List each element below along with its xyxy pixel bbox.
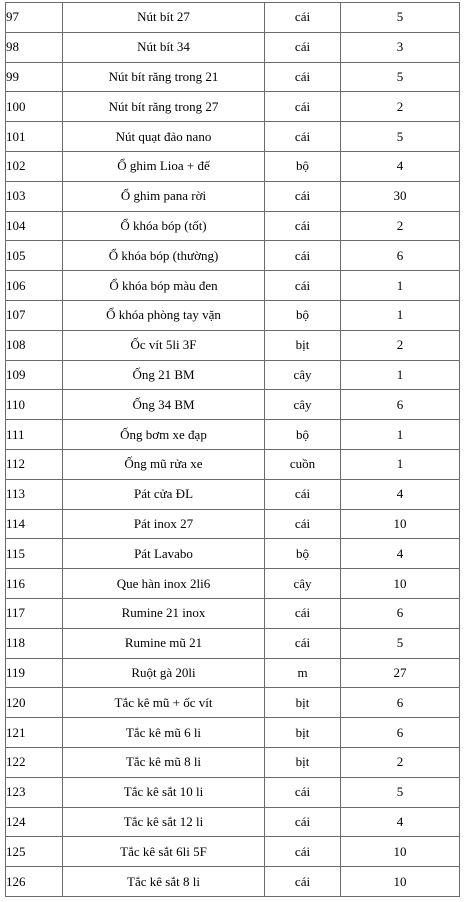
item-name-cell: Pát Lavabo — [63, 539, 265, 569]
quantity-cell: 2 — [341, 92, 460, 122]
unit-cell: bịt — [265, 747, 341, 777]
table-row — [6, 867, 460, 897]
unit-cell: cây — [265, 569, 341, 599]
unit-cell: bộ — [265, 151, 341, 181]
quantity-cell: 6 — [341, 390, 460, 420]
unit-cell: cái — [265, 92, 341, 122]
row-number-cell: 105 — [6, 241, 63, 271]
quantity-cell: 4 — [341, 151, 460, 181]
row-number-cell: 98 — [6, 32, 63, 62]
item-name-cell: Nút bít 27 — [63, 3, 265, 33]
quantity-cell: 1 — [341, 360, 460, 390]
item-name-cell: Rumine mũ 21 — [63, 628, 265, 658]
unit-cell: bộ — [265, 420, 341, 450]
unit-cell: cái — [265, 62, 341, 92]
quantity-cell: 5 — [341, 777, 460, 807]
quantity-cell: 4 — [341, 539, 460, 569]
table-row — [6, 747, 460, 777]
item-name-cell: Nút bít 34 — [63, 32, 265, 62]
table-row — [6, 300, 460, 330]
unit-cell: cái — [265, 211, 341, 241]
row-number-cell: 101 — [6, 122, 63, 152]
item-name-cell: Ổ khóa bóp (tốt) — [63, 211, 265, 241]
row-number-cell: 115 — [6, 539, 63, 569]
table-row — [6, 241, 460, 271]
item-name-cell: Ổ khóa bóp màu đen — [63, 271, 265, 301]
item-name-cell: Ống bơm xe đạp — [63, 420, 265, 450]
quantity-cell: 5 — [341, 62, 460, 92]
row-number-cell: 111 — [6, 420, 63, 450]
table-row — [6, 509, 460, 539]
row-number-cell: 120 — [6, 688, 63, 718]
table-row — [6, 539, 460, 569]
quantity-cell: 10 — [341, 867, 460, 897]
unit-cell: bịt — [265, 718, 341, 748]
item-name-cell: Pát cửa ĐL — [63, 479, 265, 509]
row-number-cell: 116 — [6, 569, 63, 599]
row-number-cell: 117 — [6, 598, 63, 628]
quantity-cell: 6 — [341, 718, 460, 748]
row-number-cell: 97 — [6, 3, 63, 33]
row-number-cell: 112 — [6, 449, 63, 479]
item-name-cell: Tắc kê mũ + ốc vít — [63, 688, 265, 718]
row-number-cell: 106 — [6, 271, 63, 301]
quantity-cell: 2 — [341, 211, 460, 241]
item-name-cell: Ổ khóa phòng tay vặn — [63, 300, 265, 330]
table-row — [6, 449, 460, 479]
unit-cell: cây — [265, 360, 341, 390]
item-name-cell: Que hàn inox 2li6 — [63, 569, 265, 599]
quantity-cell: 6 — [341, 598, 460, 628]
table-row — [6, 62, 460, 92]
quantity-cell: 4 — [341, 807, 460, 837]
table-row — [6, 122, 460, 152]
row-number-cell: 119 — [6, 658, 63, 688]
item-name-cell: Ruột gà 20li — [63, 658, 265, 688]
quantity-cell: 2 — [341, 747, 460, 777]
unit-cell: cái — [265, 807, 341, 837]
inventory-table — [5, 2, 460, 897]
table-row — [6, 271, 460, 301]
row-number-cell: 121 — [6, 718, 63, 748]
table-row — [6, 92, 460, 122]
table-row — [6, 718, 460, 748]
item-name-cell: Nút bít răng trong 21 — [63, 62, 265, 92]
row-number-cell: 108 — [6, 330, 63, 360]
quantity-cell: 10 — [341, 509, 460, 539]
row-number-cell: 125 — [6, 837, 63, 867]
table-row — [6, 807, 460, 837]
quantity-cell: 5 — [341, 628, 460, 658]
unit-cell: cái — [265, 241, 341, 271]
quantity-cell: 2 — [341, 330, 460, 360]
item-name-cell: Ốc vít 5li 3F — [63, 330, 265, 360]
quantity-cell: 1 — [341, 449, 460, 479]
table-row — [6, 181, 460, 211]
unit-cell: cây — [265, 390, 341, 420]
table-row — [6, 479, 460, 509]
row-number-cell: 114 — [6, 509, 63, 539]
item-name-cell: Rumine 21 inox — [63, 598, 265, 628]
item-name-cell: Ổ khóa bóp (thường) — [63, 241, 265, 271]
unit-cell: cái — [265, 32, 341, 62]
row-number-cell: 109 — [6, 360, 63, 390]
quantity-cell: 27 — [341, 658, 460, 688]
quantity-cell: 6 — [341, 688, 460, 718]
item-name-cell: Ống 34 BM — [63, 390, 265, 420]
unit-cell: cái — [265, 509, 341, 539]
table-row — [6, 360, 460, 390]
unit-cell: bịt — [265, 688, 341, 718]
quantity-cell: 1 — [341, 300, 460, 330]
table-row — [6, 658, 460, 688]
unit-cell: cái — [265, 181, 341, 211]
unit-cell: cái — [265, 3, 341, 33]
unit-cell: cái — [265, 271, 341, 301]
unit-cell: cái — [265, 479, 341, 509]
quantity-cell: 10 — [341, 837, 460, 867]
row-number-cell: 118 — [6, 628, 63, 658]
unit-cell: bộ — [265, 539, 341, 569]
quantity-cell: 4 — [341, 479, 460, 509]
item-name-cell: Ổ ghim Lioa + đế — [63, 151, 265, 181]
row-number-cell: 107 — [6, 300, 63, 330]
quantity-cell: 3 — [341, 32, 460, 62]
table-row — [6, 628, 460, 658]
row-number-cell: 100 — [6, 92, 63, 122]
table-row — [6, 32, 460, 62]
item-name-cell: Ống 21 BM — [63, 360, 265, 390]
quantity-cell: 5 — [341, 122, 460, 152]
table-row — [6, 3, 460, 33]
unit-cell: cái — [265, 628, 341, 658]
row-number-cell: 102 — [6, 151, 63, 181]
row-number-cell: 99 — [6, 62, 63, 92]
quantity-cell: 1 — [341, 271, 460, 301]
quantity-cell: 6 — [341, 241, 460, 271]
table-row — [6, 688, 460, 718]
table-row — [6, 569, 460, 599]
unit-cell: cái — [265, 837, 341, 867]
item-name-cell: Nút bít răng trong 27 — [63, 92, 265, 122]
row-number-cell: 126 — [6, 867, 63, 897]
item-name-cell: Tắc kê mũ 8 li — [63, 747, 265, 777]
quantity-cell: 5 — [341, 3, 460, 33]
row-number-cell: 103 — [6, 181, 63, 211]
quantity-cell: 1 — [341, 420, 460, 450]
row-number-cell: 110 — [6, 390, 63, 420]
table-row — [6, 151, 460, 181]
item-name-cell: Pát inox 27 — [63, 509, 265, 539]
quantity-cell: 10 — [341, 569, 460, 599]
item-name-cell: Nút quạt đảo nano — [63, 122, 265, 152]
item-name-cell: Ổ ghim pana rời — [63, 181, 265, 211]
row-number-cell: 104 — [6, 211, 63, 241]
row-number-cell: 122 — [6, 747, 63, 777]
item-name-cell: Tắc kê sắt 6li 5F — [63, 837, 265, 867]
table-row — [6, 390, 460, 420]
item-name-cell: Tắc kê sắt 12 li — [63, 807, 265, 837]
inventory-table-body — [6, 3, 460, 897]
unit-cell: cái — [265, 122, 341, 152]
item-name-cell: Tắc kê sắt 8 li — [63, 867, 265, 897]
row-number-cell: 123 — [6, 777, 63, 807]
table-row — [6, 211, 460, 241]
table-row — [6, 837, 460, 867]
unit-cell: m — [265, 658, 341, 688]
row-number-cell: 124 — [6, 807, 63, 837]
unit-cell: bịt — [265, 330, 341, 360]
row-number-cell: 113 — [6, 479, 63, 509]
item-name-cell: Ống mũ rửa xe — [63, 449, 265, 479]
table-row — [6, 330, 460, 360]
table-row — [6, 420, 460, 450]
table-row — [6, 777, 460, 807]
unit-cell: cái — [265, 867, 341, 897]
unit-cell: cuồn — [265, 449, 341, 479]
unit-cell: cái — [265, 598, 341, 628]
item-name-cell: Tắc kê sắt 10 li — [63, 777, 265, 807]
unit-cell: bộ — [265, 300, 341, 330]
quantity-cell: 30 — [341, 181, 460, 211]
table-row — [6, 598, 460, 628]
unit-cell: cái — [265, 777, 341, 807]
item-name-cell: Tắc kê mũ 6 li — [63, 718, 265, 748]
